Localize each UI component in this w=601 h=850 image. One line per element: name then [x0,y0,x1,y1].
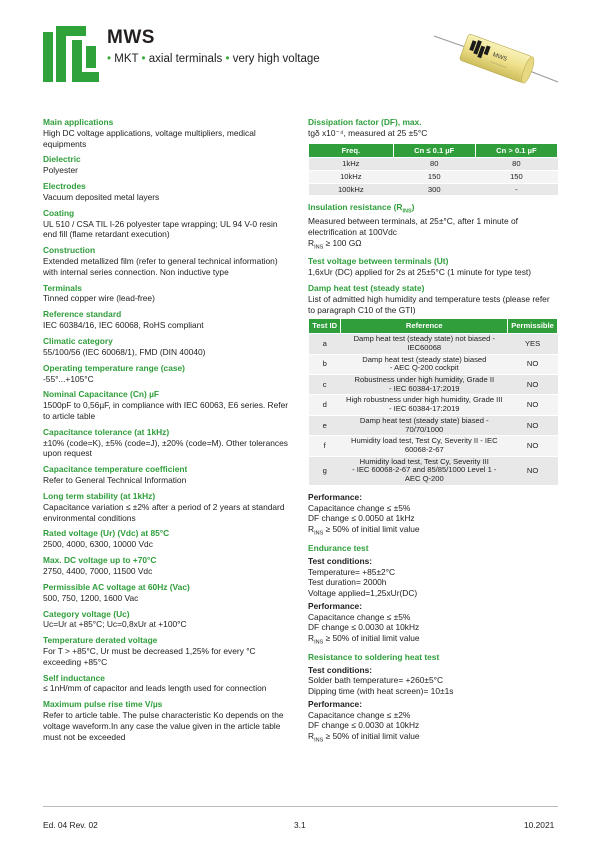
section-heading: Insulation resistance $(R_{INS})$ [308,202,415,216]
table-cell: Humidity load test, Test Cy, Severity III - IEC 60068-2-67 and 85/85/1000 Level 1 - AEC Q-200 [341,456,508,485]
spec-operating-temperature [43,363,293,385]
spec-damp-heat-test [308,283,558,538]
section-text: High DC voltage applications, voltage multipliers, medical equipments [43,127,256,149]
subtitle-part: very high voltage [232,53,320,65]
table-cell: High robustness under high humidity, Grade III - IEC 60384-17:2019 [341,395,508,415]
section-text: tgδ x10⁻⁴, measured at 25 ±5°C [308,127,428,138]
performance-line: Capacitance change ≤ ±5% [308,502,411,513]
table-cell: 150 [475,170,557,183]
table-row [309,436,558,456]
table-cell: NO [508,436,558,456]
section-heading: Climatic category [43,336,113,347]
section-heading: Temperature derated voltage [43,635,158,646]
table-header: Test ID [309,319,341,334]
footer-date: 10.2021 [524,820,555,830]
spec-construction [43,245,293,277]
section-text: 1,6xUr (DC) applied for 2s at 25±5°C (1 minute for type test) [308,267,531,278]
table-cell: 80 [393,158,475,171]
spec-permissible-ac-voltage [43,582,293,604]
table-header: Freq. [309,143,394,158]
section-text: ≤ 1nH/mm of capacitor and leads length used for connection [43,683,267,694]
conditions-label: Test conditions: [308,664,373,675]
page-subtitle [107,52,320,67]
table-cell: - [475,183,557,196]
condition-line: Solder bath temperature= +260±5°C [308,675,444,686]
section-heading: Resistance to soldering heat test [308,651,440,662]
table-row [309,334,558,354]
section-heading: Operating temperature range (case) [43,362,185,373]
spec-endurance-test [308,543,558,647]
section-heading: Max. DC voltage up to +70°C [43,555,157,566]
performance-line: DF change ≤ 0.0030 at 10kHz [308,720,420,731]
spec-soldering-heat-test [308,652,558,745]
performance-line: $R_{INS} \ge 50\%$ of initial limit value [308,524,420,537]
condition-line: Test duration= 2000h [308,577,387,588]
section-text: Extended metallized film (refer to general technical information) with internal series connection. Non inductive type [43,256,278,277]
spec-climatic-category [43,336,293,358]
page-title: MWS [107,27,155,48]
product-label: MWS [491,52,508,63]
performance-label: Performance: [308,698,362,709]
section-text: UL 510 / CSA TIL I-26 polyester tape wrapping; UL 94 V-0 resin end fill (flame retardant execution) [43,218,278,240]
condition-line: Temperature= +85±2°C [308,566,396,577]
section-text: Measured between terminals, at 25±°C, after 1 minute of electrification at 100Vdc [308,216,518,237]
footer-divider [43,806,558,807]
table-cell: Robustness under high humidity, Grade II - IEC 60384-17:2019 [341,375,508,395]
section-text: Refer to General Technical Information [43,475,187,486]
performance-label: Performance: [308,600,362,611]
section-text: 500, 750, 1200, 1600 Vac [43,592,139,603]
table-row [309,183,558,196]
bullet-icon: • [107,53,112,65]
section-text: 2500, 4000, 6300, 10000 Vdc [43,539,153,550]
table-cell: NO [508,375,558,395]
section-text: Polyester [43,165,78,176]
performance-line: DF change ≤ 0.0030 at 10kHz [308,622,420,633]
section-text: -55°...+105°C [43,373,94,384]
table-cell: 1kHz [309,158,394,171]
section-heading: Self inductance [43,672,105,683]
damp-heat-table [308,318,558,486]
subtitle-part: axial terminals [148,53,223,65]
table-cell: g [309,456,341,485]
spec-temperature-coefficient [43,464,293,486]
section-text: ±10% (code=K), ±5% (code=J), ±20% (code=M). Other tolerances upon request [43,437,288,459]
performance-line: $R_{INS} \ge 50\%$ of initial limit value [308,633,420,646]
table-row [309,395,558,415]
section-heading: Test voltage between terminals (Ut) [308,256,449,267]
bullet-icon: • [141,53,146,65]
section-text: List of admitted high humidity and temperature tests (please refer to paragraph C10 of the GTI) [308,293,550,315]
table-cell: YES [508,334,558,354]
section-heading: Dielectric [43,154,81,165]
section-heading: Endurance test [308,543,369,554]
capacitor-product-image [432,22,560,94]
table-cell: 150 [393,170,475,183]
section-heading: Long term stability (at 1kHz) [43,491,156,501]
spec-test-voltage [308,256,558,278]
section-heading: Main applications [43,117,114,127]
spec-category-voltage [43,609,293,631]
table-cell: 300 [393,183,475,196]
table-cell: e [309,415,341,435]
spec-max-dc-voltage [43,555,293,577]
section-text: 55/100/56 (IEC 60068/1), FMD (DIN 40040) [43,346,206,357]
bullet-icon: • [225,53,230,65]
footer-page-number: 3.1 [294,820,306,830]
table-row [309,354,558,374]
table-cell: Humidity load test, Test Cy, Severity II - IEC 60068-2-67 [341,436,508,456]
spec-capacitance-tolerance [43,427,293,459]
table-row [309,456,558,485]
condition-line: Voltage applied=1,25xUr(DC) [308,588,418,599]
table-cell: b [309,354,341,374]
section-text: 1500pF to 0,56µF, in compliance with IEC 60063, E6 series. Refer to article table [43,400,289,421]
spec-rated-voltage [43,528,293,550]
section-text: Tinned copper wire (lead-free) [43,293,155,304]
section-heading: Maximum pulse rise time V/µs [43,699,163,710]
section-text: Vacuum deposited metal layers [43,191,160,202]
spec-dissipation-factor [308,117,558,196]
section-heading: Reference standard [43,309,122,320]
section-heading: Rated voltage (Ur) (Vdc) at 85°C [43,528,170,539]
table-row [309,415,558,435]
section-heading: Construction [43,245,96,256]
spec-main-applications [43,117,293,149]
spec-terminals [43,283,293,305]
section-text: For T > +85°C, Ur must be decreased 1,25% for every °C exceeding +85°C [43,645,256,667]
section-heading: Capacitance tolerance (at 1kHz) [43,426,170,437]
spec-nominal-capacitance [43,389,293,421]
spec-long-term-stability [43,491,293,523]
section-text: 2750, 4400, 7000, 11500 Vdc [43,565,153,576]
section-heading: Coating [43,207,75,218]
spec-reference-standard [43,309,293,331]
dissipation-factor-table [308,143,558,197]
table-cell: Damp heat test (steady state) biased - 70/70/1000 [341,415,508,435]
itel-logo [43,26,99,82]
spec-electrodes [43,181,293,203]
table-header: Cn > 0.1 µF [475,143,557,158]
insulation-limit: $R_{INS} \ge 100$ GΩ [308,237,362,251]
spec-coating [43,208,293,240]
section-heading: Permissible AC voltage at 60Hz (Vac) [43,581,190,592]
section-heading: Dissipation factor (DF), max. [308,117,422,127]
table-cell: 80 [475,158,557,171]
conditions-label: Test conditions: [308,555,373,566]
table-row [309,158,558,171]
table-cell: NO [508,354,558,374]
section-text: Refer to article table. The pulse characteristic Ko depends on the voltage waveform.In any case the value given in the article table must not be exceeded [43,710,284,742]
table-cell: d [309,395,341,415]
table-cell: 100kHz [309,183,394,196]
svg-text:─ ─ ─ ─ ─ ─: ─ ─ ─ ─ ─ ─ [489,59,508,70]
table-cell: NO [508,456,558,485]
performance-line: $R_{INS} \ge 50\%$ of initial limit value [308,731,420,744]
performance-line: DF change ≤ 0.0050 at 1kHz [308,513,415,524]
table-cell: f [309,436,341,456]
spec-insulation-resistance [308,202,558,251]
section-heading: Terminals [43,282,82,293]
performance-line: Capacitance change ≤ ±5% [308,611,411,622]
table-header: Reference [341,319,508,334]
section-text: Capacitance variation ≤ ±2% after a period of 2 years at standard environmental conditions [43,501,285,523]
left-column [43,117,293,748]
section-heading: Category voltage (Uc) [43,608,130,619]
spec-dielectric [43,154,293,176]
section-heading: Nominal Capacitance (Cn) µF [43,389,160,400]
subtitle-part: MKT [114,53,139,65]
table-header: Permissible [508,319,558,334]
table-cell: Damp heat test (steady state) biased - AEC Q-200 cockpit [341,354,508,374]
table-row [309,375,558,395]
table-cell: NO [508,415,558,435]
spec-max-pulse-rise-time [43,699,293,742]
performance-label: Performance: [308,491,362,502]
spec-temperature-derated-voltage [43,635,293,667]
footer-edition: Ed. 04 Rev. 02 [43,820,98,830]
table-header: Cn ≤ 0.1 µF [393,143,475,158]
condition-line: Dipping time (with heat screen)= 10±1s [308,686,454,697]
table-row [309,170,558,183]
table-cell: a [309,334,341,354]
section-heading: Damp heat test (steady state) [308,283,425,294]
table-cell: Damp heat test (steady state) not biased - IEC60068 [341,334,508,354]
right-column [308,117,558,750]
table-cell: NO [508,395,558,415]
table-cell: 10kHz [309,170,394,183]
section-heading: Electrodes [43,181,86,192]
section-text: IEC 60384/16, IEC 60068, RoHS compliant [43,320,204,331]
section-text: Uc=Ur at +85°C; Uc=0,8xUr at +100°C [43,619,187,630]
section-heading: Capacitance temperature coefficient [43,464,188,475]
spec-self-inductance [43,673,293,695]
table-cell: c [309,375,341,395]
performance-line: Capacitance change ≤ ±2% [308,709,411,720]
